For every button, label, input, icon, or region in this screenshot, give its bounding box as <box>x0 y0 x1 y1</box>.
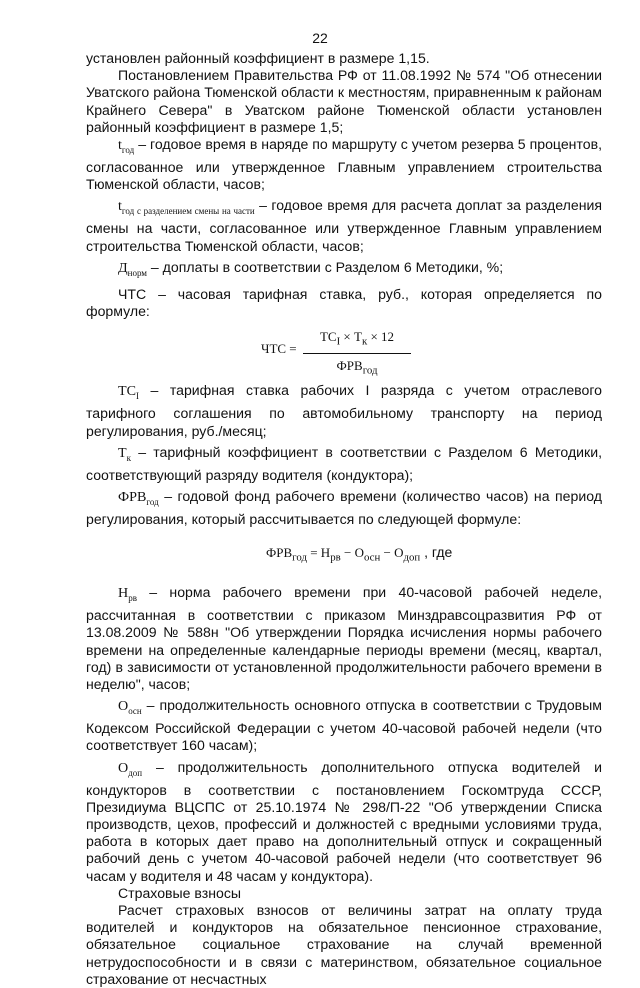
definition-o-dop: $О_{доп}$ – продолжительность дополнительного отпуска водителей и кондукторов в соответствии с постановлением Госкомтруда СССР, Президиума ВЦСПС от 25.10.1974 № 298/П-22 "Об утверждении Списка производств, цехов, профессий и должностей с вредными условиями труда, работа в которых дает право на дополнительный отпуск и сокращенный рабочий день с учетом 40-часовой рабочей недели (что соответствует 96 часам у водителя и 48 часам у кондуктора). <box>86 758 602 884</box>
formula-chts-numerator: $ТС_I \times Т_к \times 12$ <box>303 328 411 354</box>
definition-t-god: $t_{год}$ – годовое время в наряде по маршруту с учетом резерва 5 процентов, согласованное или утвержденное Главным управлением строительства Тюменской области, часов; <box>86 136 602 193</box>
definition-tk: $Т_к$ – тарифный коэффициент в соответствии с Разделом 6 Методики, соответствующий разряду водителя (кондуктора); <box>86 443 602 483</box>
formula-chts <box>86 328 602 377</box>
definition-d-norm: $Д_{норм}$ – доплаты в соответствии с Разделом 6 Методики, %; <box>118 258 504 278</box>
formula-chts-denominator: $ФРВ_{год}$ <box>336 358 378 377</box>
definition-o-osn: $О_{осн}$ – продолжительность основного отпуска в соответствии с Трудовым Кодексом Российской Федерации с учетом 40-часовой рабочей недели (что соответствует 160 часам); <box>86 697 602 754</box>
formula-frv: $ФРВ_{год} = Н_{рв} - О_{осн} - О_{доп}$ , где <box>266 544 453 564</box>
section-heading-insurance: Страховые взносы <box>118 884 241 901</box>
page-content <box>86 50 602 988</box>
paragraph-resolution-574: Постановлением Правительства РФ от 11.08.1992 № 574 "Об отнесении Уватского района Тюменской области к местностям, приравненным к районам Крайнего Севера" в Уватском районе Тюменской области установлен районный коэффициент в размере 1,5; <box>86 67 602 135</box>
formula-chts-fraction <box>303 328 411 380</box>
paragraph-insurance-calc: Расчет страховых взносов от величины затрат на оплату труда водителей и кондукторов на обязательное пенсионное страхование, обязательное социальное страхование на случай временной нетрудоспособности и в связи с материнством, обязательное социальное страхование от несчастных <box>86 902 602 987</box>
formula-chts-lhs: ЧТС = <box>261 341 297 357</box>
definition-t-split-shift: $t_{год с разделением смены на части}$ – годовое время для расчета доплат за разделения смены на части, согласованное или утвержденное Главным управлением строительства Тюменской области, часов; <box>86 197 602 254</box>
definition-chts: ЧТС – часовая тарифная ставка, руб., которая определяется по формуле: <box>86 285 602 320</box>
definition-frv: $ФРВ_{год}$ – годовой фонд рабочего времени (количество часов) на период регулирования, который рассчитывается по следующей формуле: <box>86 487 602 527</box>
definition-tc: $ТС_I$ – тарифная ставка рабочих I разряда с учетом отраслевого тарифного соглашения по автомобильному транспорту на период регулирования, руб./месяц; <box>86 382 602 439</box>
definition-n-rv: $Н_{рв}$ – норма рабочего времени при 40-часовой рабочей неделе, рассчитанная в соответствии с приказом Минздравсоцразвития РФ от 13.08.2009 № 588н "Об утверждении Порядка исчисления нормы рабочего времени на определенные календарные периоды времени (месяц, квартал, год) в зависимости от установленной продолжительности рабочего времени в неделю", часов; <box>86 584 602 692</box>
page-number: 22 <box>312 30 328 46</box>
paragraph-coefficient-115: установлен районный коэффициент в размере 1,15. <box>86 50 430 66</box>
